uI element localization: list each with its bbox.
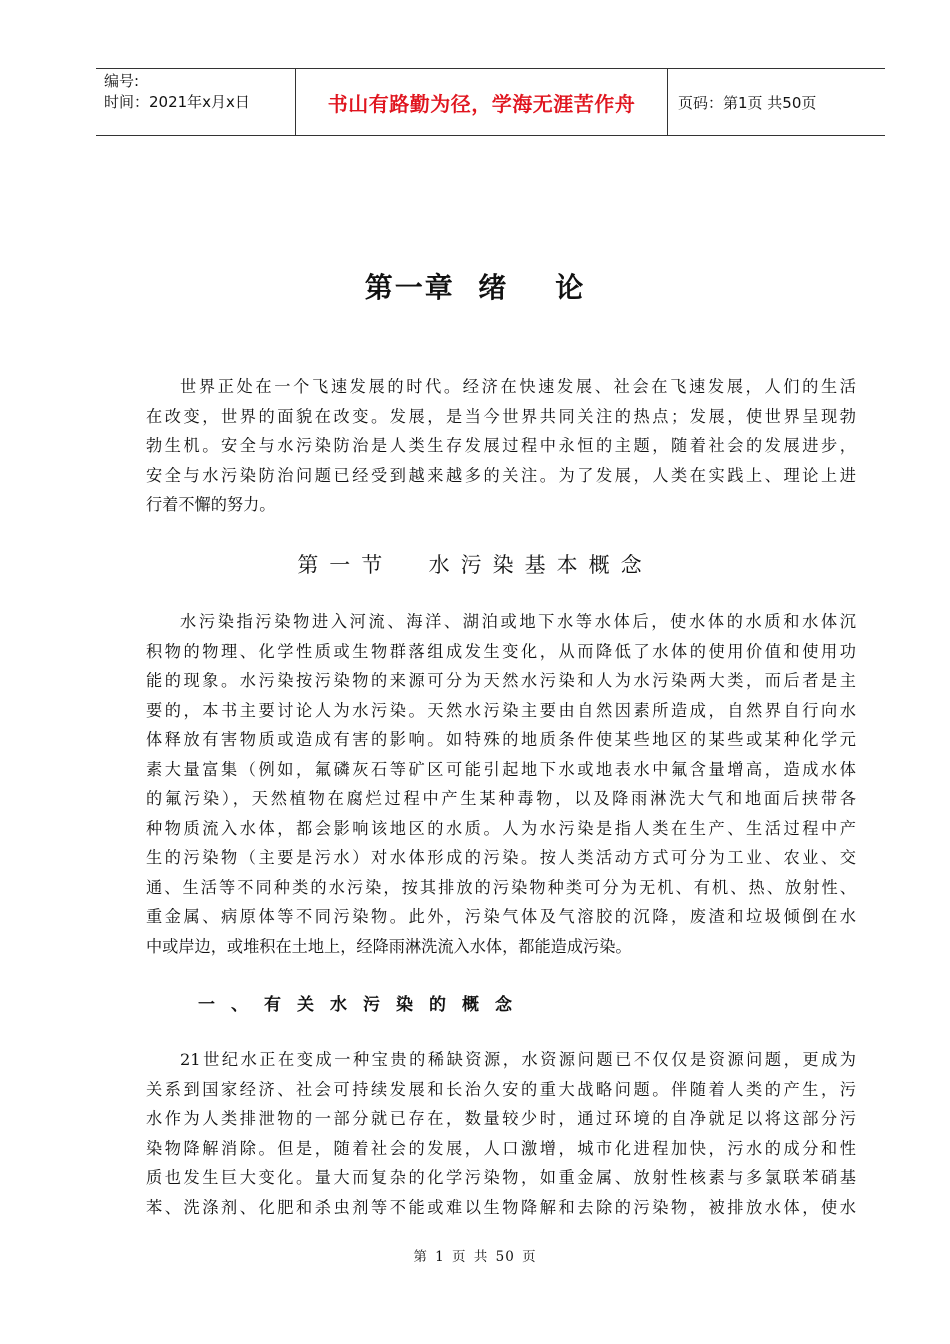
subsection-title: 一、有关水污染的概念 <box>198 995 528 1015</box>
text-line: 重金属、病原体等不同污染物。此外，污染气体及气溶胶的沉降，废渣和垃圾倾倒在水 <box>146 907 856 926</box>
header-page-info: 页码：第1页 共50页 <box>678 93 817 112</box>
intro-paragraph <box>146 372 856 520</box>
page-footer: 第 1 页 共 50 页 <box>413 1249 537 1265</box>
header-motto: 书山有路勤为径，学海无涯苦作舟 <box>296 69 668 135</box>
subsection-paragraph <box>146 1045 856 1222</box>
text-line: 要的，本书主要讨论人为水污染。天然水污染主要由自然因素所造成，自然界自行向水 <box>146 700 856 720</box>
text-line: 能的现象。水污染按污染物的来源可分为天然水污染和人为水污染两大类，而后者是主 <box>146 671 856 690</box>
text-line: 世界正处在一个飞速发展的时代。经济在快速发展、社会在飞速发展，人们的生活 <box>180 377 856 396</box>
text-line: 水污染指污染物进入河流、海洋、湖泊或地下水等水体后，使水体的水质和水体沉 <box>180 612 856 631</box>
text-line: 行着不懈的努力。 <box>146 495 276 514</box>
text-line: 水作为人类排泄物的一部分就已存在，数量较少时，通过环境的自净就足以将这部分污 <box>146 1109 856 1128</box>
chapter-title: 第一章 绪 论 <box>364 271 586 304</box>
serial-number-label: 编号: <box>104 72 140 90</box>
text-line: 染物降解消除。但是，随着社会的发展，人口激增，城市化进程加快，污水的成分和性 <box>146 1138 856 1158</box>
text-line: 素大量富集（例如，氟磷灰石等矿区可能引起地下水或地表水中氟含量增高，造成水体 <box>146 759 856 779</box>
text-line: 质也发生巨大变化。量大而复杂的化学污染物，如重金属、放射性核素与多氯联苯硝基 <box>146 1168 856 1187</box>
text-line: 安全与水污染防治问题已经受到越来越多的关注。为了发展，人类在实践上、理论上进 <box>146 465 856 485</box>
text-line: 通、生活等不同种类的水污染，按其排放的污染物种类可分为无机、有机、热、放射性、 <box>146 877 856 897</box>
text-line: 勃生机。安全与水污染防治是人类生存发展过程中永恒的主题，随着社会的发展进步， <box>146 436 856 455</box>
text-line: 积物的物理、化学性质或生物群落组成发生变化，从而降低了水体的使用价值和使用功 <box>146 641 856 661</box>
text-line: 苯、洗涤剂、化肥和杀虫剂等不能或难以生物降解和去除的污染物，被排放水体，使水 <box>146 1197 856 1217</box>
text-line: 在改变，世界的面貌在改变。发展，是当今世界共同关注的热点；发展，使世界呈现勃 <box>146 406 856 426</box>
section-title: 第一节 水污染基本概念 <box>297 553 653 577</box>
text-line: 种物质流入水体，都会影响该地区的水质。人为水污染是指人类在生产、生活过程中产 <box>146 818 856 838</box>
section-paragraph <box>146 607 856 961</box>
text-line: 体释放有害物质或造成有害的影响。如特殊的地质条件使某些地区的某些或某种化学元 <box>146 730 856 749</box>
text-line: 生的污染物（主要是污水）对水体形成的污染。按人类活动方式可分为工业、农业、交 <box>146 848 856 867</box>
header-meta-cell <box>96 69 296 135</box>
text-line: 中或岸边，或堆积在土地上，经降雨淋洗流入水体，都能造成污染。 <box>146 936 632 956</box>
text-line: 关系到国家经济、社会可持续发展和长治久安的重大战略问题。伴随着人类的产生，污 <box>146 1079 856 1099</box>
time-label: 时间：2021年x月x日 <box>104 93 250 111</box>
document-header <box>96 68 885 136</box>
text-line: 21世纪水正在变成一种宝贵的稀缺资源，水资源问题已不仅仅是资源问题，更成为 <box>180 1050 856 1069</box>
text-line: 的氟污染），天然植物在腐烂过程中产生某种毒物，以及降雨淋洗大气和地面后挟带各 <box>146 789 856 808</box>
